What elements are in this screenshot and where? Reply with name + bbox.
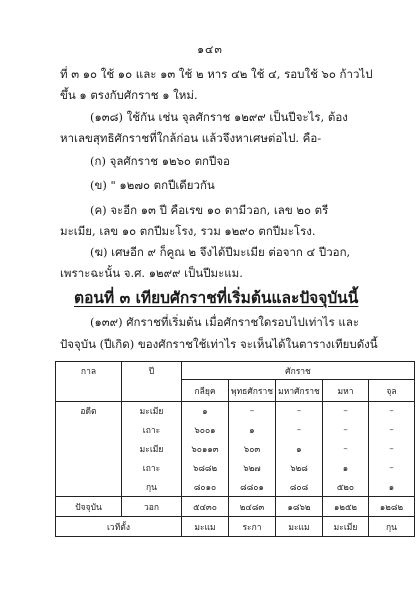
- table-row: มะเมีย ๖๐๑๑๓ ๖๐๓ ๑ – –: [56, 440, 415, 459]
- header-era: มหา: [323, 380, 369, 402]
- section-heading: ตอนที่ ๓ เทียบศักราชที่เริ่มต้นและปัจจุบันนี้: [74, 288, 359, 307]
- text-line: (ค) จะอีก ๑๓ ปี คือเรข ๑๐ ตามีวอก, เลข ๒๐ ตรี: [90, 203, 329, 217]
- table-row: ปัจจุบัน วอก ๕๔๓๐ ๒๔๘๓ ๑๘๖๒ ๑๒๕๒ ๑๒๘๒: [56, 497, 415, 517]
- header-pi: ปี: [122, 362, 182, 380]
- text-line: (๑๓๙) ศักราชที่เริ่มต้น เมื่อศักราชใดรอบไปเท่าไร และ: [90, 315, 360, 329]
- text-line: (ฆ) เศษอีก ๙ ก็คูณ ๒ จึงได้ปีมะเมีย ต่อจาก ๔ ปีวอก,: [90, 245, 351, 259]
- table-row: อดีต มะเมีย ๑ – – – –: [56, 402, 415, 421]
- header-kala: กาล: [56, 362, 122, 380]
- text-line: (ก) จุลศักราช ๑๒๖๐ ตกปีจอ: [90, 154, 230, 168]
- header-era: พุทธศักราช: [229, 380, 276, 402]
- text-line: ปัจจุบัน (ปีเกิด) ของศักราชใช้เท่าไร จะเห็นได้ในตารางเทียบดังนี้: [60, 337, 378, 351]
- header-era: กลียุค: [182, 380, 229, 402]
- header-sakkarat: ศักราช: [182, 362, 415, 380]
- header-era: จุล: [369, 380, 415, 402]
- table-row: กุน ๘๐๑๐ ๘๘๐๑ ๘๐๘ ๕๒๐ ๑: [56, 478, 415, 497]
- era-comparison-table: [55, 361, 415, 537]
- text-line: ขึ้น ๑ ตรงกับศักราช ๑ ใหม่.: [60, 88, 198, 102]
- table-row: เถาะ ๖๐๐๑ ๑ – – –: [56, 421, 415, 440]
- text-line: (๑๓๘) ใช้กัน เช่น จุลศักราช ๑๒๙๙ เป็นปีจะไร, ต้อง: [90, 110, 348, 124]
- text-line: หาเลขสุทธิศักราชที่ใกล้ก่อน แล้วจึงหาเศษต่อไป. คือ-: [60, 131, 322, 145]
- text-line: (ข) " ๑๒๗๐ ตกปีเดียวกัน: [90, 178, 215, 192]
- table-row: เถาะ ๖๘๘๒ ๖๒๗ ๖๒๘ ๑ –: [56, 459, 415, 478]
- text-line: มะเมีย, เลข ๑๐ ตกปีมะโรง, รวม ๑๒๙๐ ตกปีมะโรง.: [60, 224, 316, 238]
- text-line: เพราะฉะนั้น จ.ศ. ๑๒๙๙ เป็นปีมะแม.: [60, 266, 243, 280]
- text-line: ที่ ๓ ๑๐ ใช้ ๑๐ และ ๑๓ ใช้ ๒ หาร ๔๒ ใช้ ๔, รอบใช้ ๖๐ ก้าวไป: [60, 67, 373, 81]
- header-era: มหาศักราช: [276, 380, 323, 402]
- table-row: เวทีตั้ง มะแม ระกา มะแม มะเมีย กุน: [56, 517, 415, 537]
- page-number: ๑๔๓: [197, 43, 223, 56]
